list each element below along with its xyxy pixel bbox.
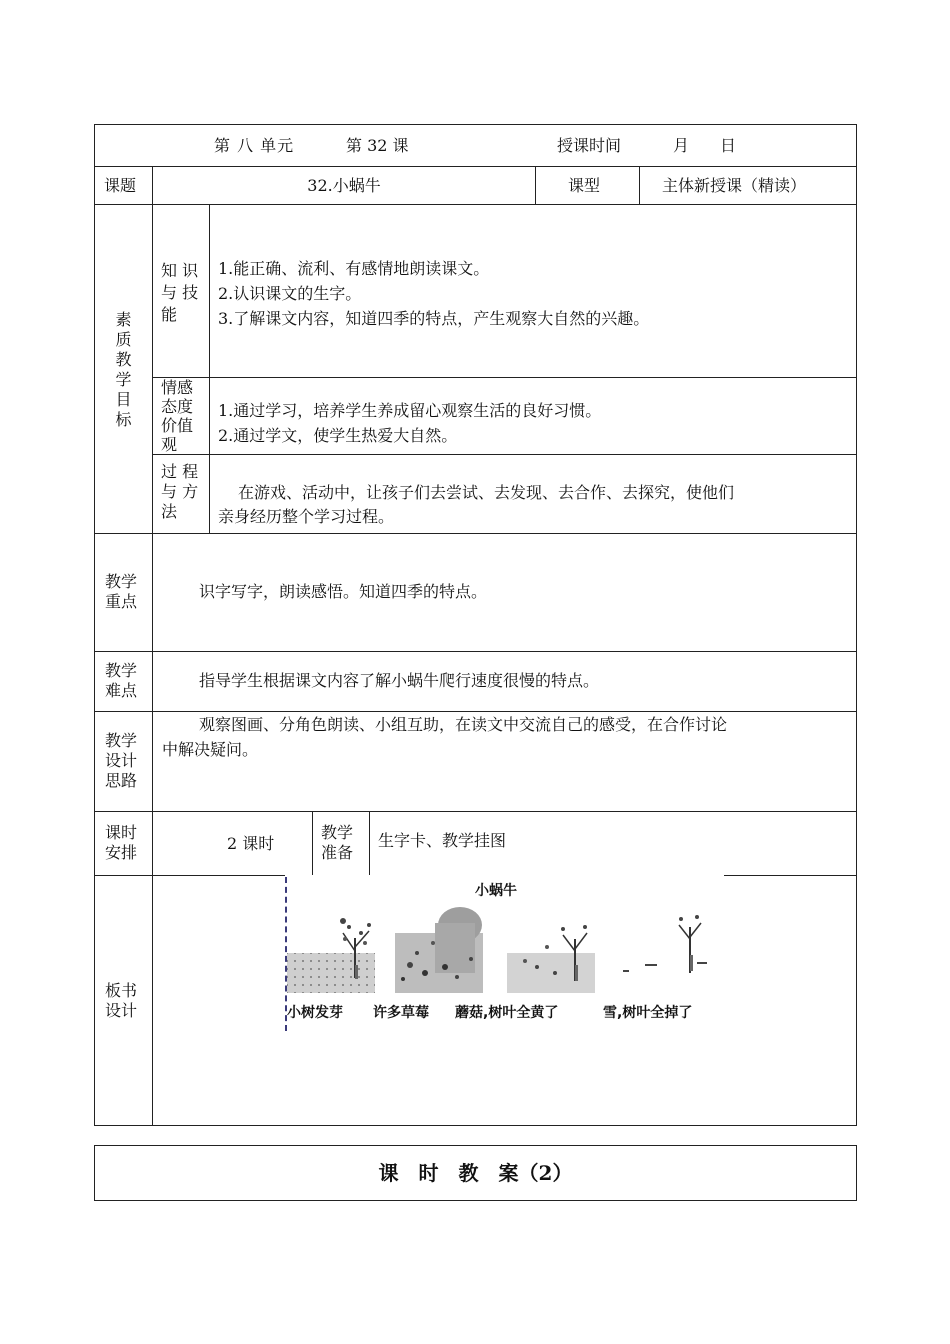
list-item: 2.通过学文，使学生热爱大自然。 — [218, 426, 458, 445]
caption-autumn: 蘑菇,树叶全黄了 — [455, 1005, 559, 1021]
caption-winter: 雪,树叶全掉了 — [603, 1005, 693, 1021]
table-border-top — [94, 124, 857, 125]
knowledge-items — [218, 256, 649, 331]
time-label: 授课时间 — [557, 136, 622, 155]
knowledge-label: 知 识 与 技 能 — [161, 261, 199, 324]
rule-h — [152, 454, 857, 455]
emotion-label: 情感 态度 价值 观 — [161, 378, 194, 454]
rule-h — [94, 533, 857, 534]
day-label: 日 — [720, 136, 737, 155]
table-border-right — [856, 124, 857, 1126]
table-border-bottom — [94, 1125, 857, 1126]
key-points-label: 教学 重点 — [105, 572, 138, 611]
rule-v — [312, 811, 313, 875]
rule-v — [209, 204, 210, 533]
rule-h — [94, 166, 857, 167]
lesson-label: 第 32 课 — [346, 136, 409, 155]
illustration-title: 小蜗牛 — [475, 883, 517, 899]
rule-h — [94, 651, 857, 652]
emotion-items — [218, 398, 601, 448]
month-label: 月 — [673, 136, 690, 155]
schedule-label: 课时 安排 — [105, 823, 138, 862]
rule-h — [724, 875, 857, 876]
rule-v — [639, 166, 640, 204]
next-plan-title: 课 时 教 案（2） — [378, 1161, 573, 1185]
summer-panel — [395, 907, 483, 993]
design-label: 教学 设计 思路 — [105, 731, 138, 790]
table-border-left — [94, 124, 95, 1126]
prep-value: 生字卡、教学挂图 — [378, 831, 507, 850]
list-item: 1.能正确、流利、有感情地朗读课文。 — [218, 259, 490, 278]
board-illustration — [285, 875, 724, 1031]
spring-panel — [287, 918, 375, 993]
seasons-drawing — [285, 903, 724, 999]
rule-h — [152, 377, 857, 378]
schedule-value: 2 课时 — [227, 834, 275, 853]
caption-summer: 许多草莓 — [373, 1005, 429, 1021]
rule-v — [152, 204, 153, 1125]
caption-spring: 小树发芽 — [287, 1005, 343, 1021]
unit-label: 第 八 单元 — [214, 136, 295, 155]
key-points-text: 识字写字，朗读感悟。知道四季的特点。 — [199, 582, 488, 601]
difficulty-text: 指导学生根据课文内容了解小蜗牛爬行速度很慢的特点。 — [199, 671, 600, 690]
rule-h — [94, 875, 285, 876]
rule-v — [535, 166, 536, 204]
list-item: 1.通过学习，培养学生养成留心观察生活的良好习惯。 — [218, 401, 602, 420]
prep-label: 教学 准备 — [321, 823, 354, 862]
design-text: 观察图画、分角色朗读、小组互助，在读文中交流自己的感受，在合作讨论 中解决疑问。 — [162, 715, 728, 759]
rule-v — [369, 811, 370, 875]
topic-title: 32.小蜗牛 — [307, 176, 381, 195]
list-item: 3.了解课文内容，知道四季的特点，产生观察大自然的兴趣。 — [218, 309, 650, 328]
lesson-type-value: 主体新授课（精读） — [662, 176, 807, 195]
rule-h — [94, 811, 857, 812]
topic-label: 课题 — [104, 176, 137, 195]
process-label: 过 程 与 方 法 — [161, 462, 199, 521]
winter-panel — [623, 915, 707, 973]
board-label: 板书 设计 — [105, 981, 138, 1020]
objectives-label: 素 质 教 学 目 标 — [115, 310, 132, 429]
autumn-panel — [507, 925, 595, 993]
process-text: 在游戏、活动中，让孩子们去尝试、去发现、去合作、去探究，使他们 亲身经历整个学习过程。 — [218, 483, 735, 526]
difficulty-label: 教学 难点 — [105, 661, 138, 700]
list-item: 2.认识课文的生字。 — [218, 284, 362, 303]
lesson-type-label: 课型 — [568, 176, 601, 195]
